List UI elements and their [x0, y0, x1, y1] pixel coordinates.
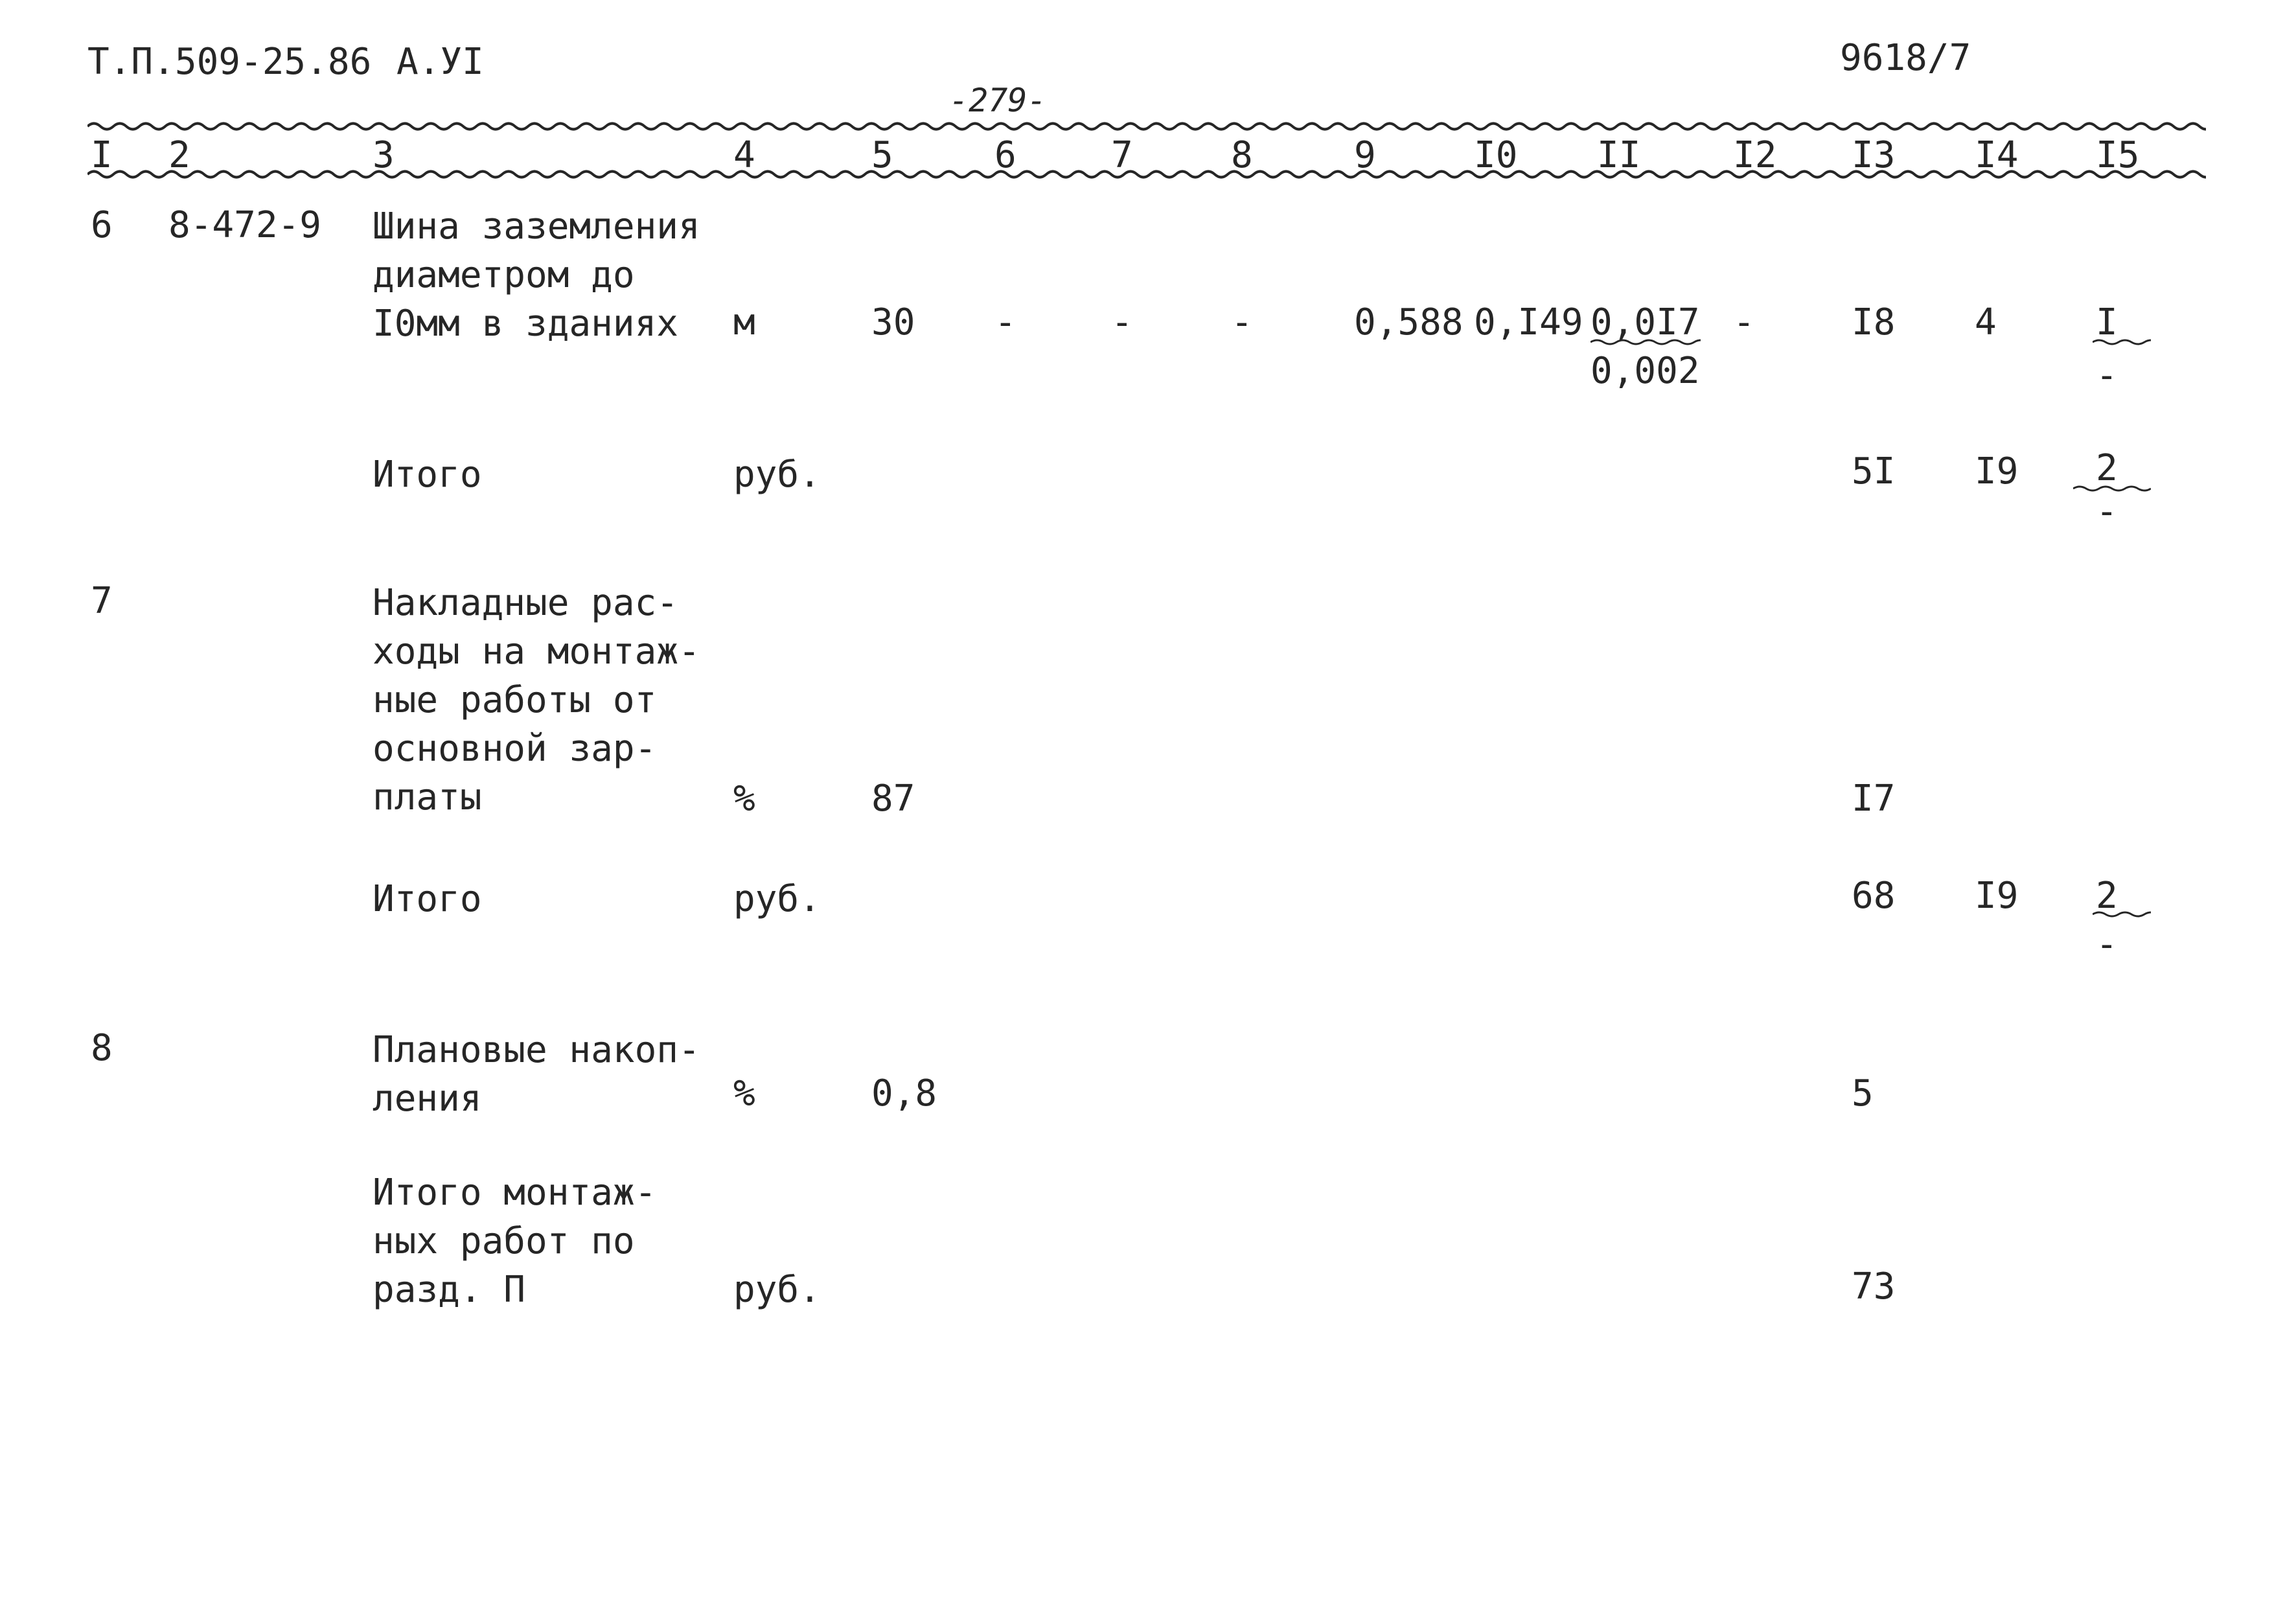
col-header-6: 6: [994, 134, 1016, 176]
col-header-3: 3: [373, 134, 395, 176]
fraction-line: [2093, 910, 2151, 918]
col10-value: 0,I49: [1474, 301, 1583, 343]
item-name: Накладные рас- ходы на монтаж- ные работы от основной зар- платы: [373, 582, 700, 818]
total-unit: руб.: [733, 454, 821, 496]
total-label: Итого: [373, 454, 482, 496]
col13-value: 68: [1852, 875, 1896, 917]
total-label: Итого монтаж- ных работ по разд. П: [373, 1172, 657, 1311]
col-header-4: 4: [733, 134, 755, 176]
rate-code: 8-472-9: [168, 204, 322, 246]
col-header-9: 9: [1354, 134, 1376, 176]
col15-value-bottom: -: [2096, 923, 2118, 965]
col13-value: I7: [1852, 778, 1896, 820]
col15-value-top: I: [2096, 301, 2118, 343]
total-unit: руб.: [733, 1269, 821, 1311]
unit: %: [733, 1072, 755, 1115]
quantity: 0,8: [871, 1072, 937, 1115]
row-number: 7: [91, 580, 113, 622]
col12-value: -: [1733, 301, 1755, 343]
fraction-line: [1590, 338, 1701, 346]
document-code: Т.П.509-25.86: [87, 41, 372, 83]
row-number: 6: [91, 204, 113, 246]
col14-value: 4: [1975, 301, 1997, 343]
item-name: Шина заземления диаметром до I0мм в зданиях: [373, 205, 700, 345]
total-unit: руб.: [733, 878, 821, 920]
col6-value: -: [994, 301, 1016, 343]
header-bottom-rule: [87, 166, 2206, 183]
col15-value-bottom: -: [2096, 354, 2118, 397]
col-header-14: I4: [1975, 134, 2019, 176]
col-header-8: 8: [1231, 134, 1253, 176]
col7-value: -: [1111, 301, 1133, 343]
col-header-1: I: [91, 134, 113, 176]
col13-value: 73: [1852, 1266, 1896, 1308]
col11-value-top: 0,0I7: [1590, 301, 1700, 343]
album-number: А.УI: [396, 41, 484, 83]
unit: м: [733, 301, 755, 343]
col-header-5: 5: [871, 134, 893, 176]
col14-value: I9: [1975, 875, 2019, 917]
col-header-2: 2: [168, 134, 190, 176]
col-header-13: I3: [1852, 134, 1896, 176]
unit: %: [733, 778, 755, 820]
header-top-rule: [87, 118, 2206, 135]
col8-value: -: [1231, 301, 1253, 343]
quantity: 30: [871, 301, 915, 343]
col9-value: 0,588: [1354, 301, 1464, 343]
sheet-reference: 9618/7: [1840, 37, 1971, 79]
col-header-15: I5: [2096, 134, 2140, 176]
col14-value: I9: [1975, 450, 2019, 492]
page-number: -279-: [949, 82, 1047, 119]
item-name: Плановые накоп- ления: [373, 1029, 700, 1120]
col-header-12: I2: [1733, 134, 1777, 176]
col15-value-top: 2: [2096, 447, 2118, 489]
quantity: 87: [871, 778, 915, 820]
col11-value-bottom: 0,002: [1590, 350, 1700, 392]
total-label: Итого: [373, 878, 482, 920]
col13-value: I8: [1852, 301, 1896, 343]
col-header-11: II: [1597, 134, 1641, 176]
col13-value: 5I: [1852, 450, 1896, 492]
col-header-10: I0: [1474, 134, 1518, 176]
row-number: 8: [91, 1027, 113, 1069]
col15-value-top: 2: [2096, 875, 2118, 917]
fraction-line: [2093, 338, 2151, 346]
col15-value-bottom: -: [2096, 491, 2118, 533]
col-header-7: 7: [1111, 134, 1133, 176]
col13-value: 5: [1852, 1072, 1874, 1115]
